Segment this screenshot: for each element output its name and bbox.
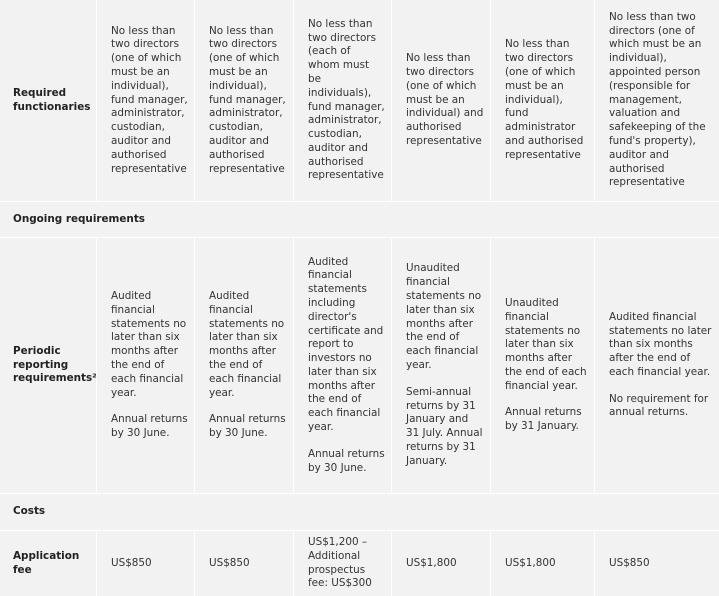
section-heading-text: Ongoing requirements <box>13 212 145 225</box>
table-cell <box>294 238 392 493</box>
table-cell <box>294 531 392 596</box>
row-label <box>0 238 97 493</box>
row-label-text: Periodic reporting requirements² <box>13 344 97 385</box>
table-row-periodic-reporting <box>0 238 719 493</box>
table-row-required-functionaries <box>0 0 719 201</box>
cell-text: US$1,800 <box>505 556 556 569</box>
table-cell <box>595 238 719 493</box>
table-cell <box>392 238 491 493</box>
cell-text: Audited financial statements including director's certificate and report to investors no later than six months after the end of each financial year. <box>308 255 384 434</box>
cell-text: Annual returns by 30 June. <box>111 413 188 440</box>
cell-text: Semi-annual returns by 31 January and 31 July. Annual returns by 31 January. <box>406 385 483 467</box>
table-cell <box>195 531 294 596</box>
cell-text: No less than two directors (one of which must be an individual) and authorised representative <box>406 52 484 147</box>
cell-text: Unaudited financial statements no later than six months after the end of each financial year. <box>406 262 482 371</box>
cell-text: No less than two directors (one of which must be an individual), fund manager, administrator, custodian, auditor and authorised representative <box>209 24 286 175</box>
table-cell <box>392 0 491 201</box>
cell-text: Audited financial statements no later than six months after the end of each financial year. <box>111 290 187 399</box>
table-cell <box>491 531 595 596</box>
cell-text: US$850 <box>111 556 152 569</box>
table-cell <box>595 0 719 201</box>
cell-text: Annual returns by 30 June. <box>308 447 385 474</box>
table-cell <box>97 0 195 201</box>
table-cell <box>595 531 719 596</box>
table-cell <box>97 238 195 493</box>
cell-text: US$850 <box>209 556 250 569</box>
table-row-application-fee <box>0 531 719 596</box>
cell-text: US$1,800 <box>406 556 457 569</box>
table-cell <box>97 531 195 596</box>
cell-text: No requirement for annual returns. <box>609 392 709 419</box>
section-heading-text: Costs <box>13 505 46 518</box>
row-label-text: Required functionaries <box>13 86 91 113</box>
section-heading-costs <box>0 494 719 530</box>
table-cell <box>195 0 294 201</box>
cell-text: US$1,200 – Additional prospectus fee: US$300 <box>308 535 372 590</box>
cell-text: No less than two directors (one of which must be an individual), fund manager, administrator, custodian, auditor and authorised representative <box>111 24 188 175</box>
table-cell <box>491 0 595 201</box>
cell-text: Annual returns by 31 January. <box>505 406 582 433</box>
table-cell <box>392 531 491 596</box>
cell-text: Audited financial statements no later than six months after the end of each financial year. <box>609 310 712 378</box>
row-label <box>0 531 97 596</box>
section-heading-ongoing <box>0 202 719 237</box>
cell-text: Annual returns by 30 June. <box>209 413 286 440</box>
row-label-text: Application fee <box>13 549 80 576</box>
table-cell <box>195 238 294 493</box>
table-cell <box>491 238 595 493</box>
cell-text: No less than two directors (one of which must be an individual), fund administrator and authorised representative <box>505 38 584 161</box>
table-cell <box>294 0 392 201</box>
cell-text: No less than two directors (one of which must be an individual), appointed person (responsible for management, valuation and safekeeping of the fund's property), auditor and authorised representative <box>609 10 706 189</box>
cell-text: No less than two directors (each of whom must be individuals), fund manager, administrator, custodian, auditor and authorised representative <box>308 17 385 182</box>
cell-text: Audited financial statements no later than six months after the end of each financial year. <box>209 290 285 399</box>
cell-text: Unaudited financial statements no later than six months after the end of each financial year. <box>505 296 587 392</box>
row-label <box>0 0 97 201</box>
cell-text: US$850 <box>609 556 650 569</box>
